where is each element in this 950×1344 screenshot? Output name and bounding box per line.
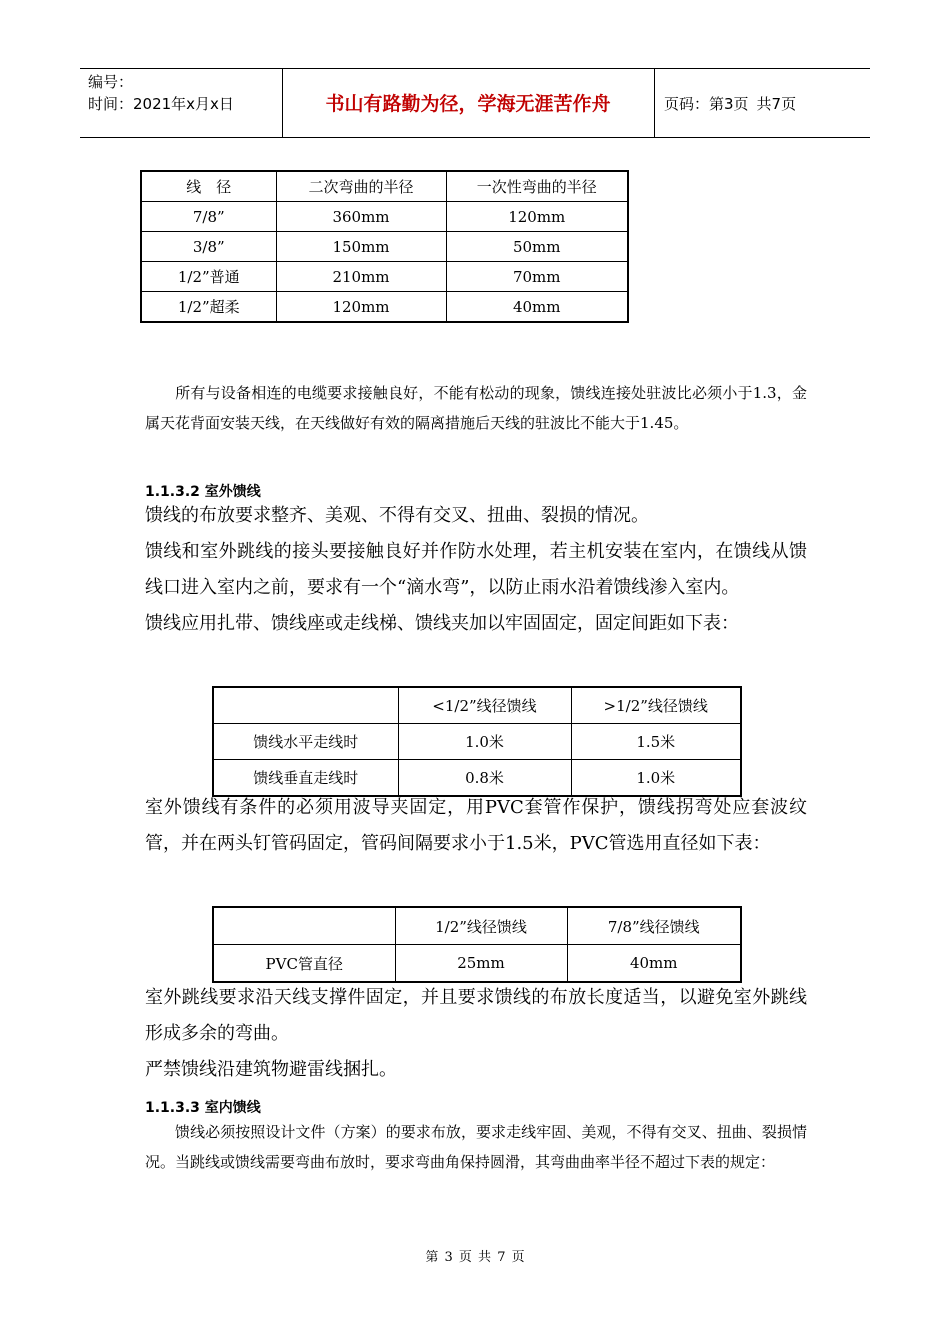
table-cell: 0.8米 bbox=[398, 760, 571, 797]
page-header bbox=[80, 68, 870, 138]
table-header-cell: 线 径 bbox=[141, 171, 276, 202]
paragraph-text: 所有与设备相连的电缆要求接触良好，不能有松动的现象，馈线连接处驻波比必须小于1.3，金属天花背面安装天线，在天线做好有效的隔离措施后天线的驻波比不能大于1.45。 bbox=[145, 384, 807, 432]
page-footer: 第 3 页 共 7 页 bbox=[425, 1250, 525, 1265]
header-motto: 书山有路勤为径，学海无涯苦作舟 bbox=[325, 93, 611, 115]
table-header-row bbox=[213, 687, 741, 724]
total-label: 共7页 bbox=[756, 95, 797, 113]
table-header-cell: <1/2”线径馈线 bbox=[398, 687, 571, 724]
table-cell: 7/8” bbox=[141, 202, 276, 232]
paragraph-text: 严禁馈线沿建筑物避雷线捆扎。 bbox=[145, 1059, 397, 1080]
jumper-paragraphs bbox=[145, 980, 807, 1088]
pvc-paragraph bbox=[145, 790, 807, 862]
table-cell: 360mm bbox=[276, 202, 446, 232]
page-label: 页码：第3页 bbox=[664, 95, 749, 113]
table-cell: 馈线水平走线时 bbox=[213, 724, 398, 760]
paragraph-text: 馈线的布放要求整齐、美观、不得有交叉、扭曲、裂损的情况。 bbox=[145, 505, 649, 526]
fixing-spacing-table bbox=[212, 686, 742, 797]
paragraph-text: 馈线必须按照设计文件（方案）的要求布放，要求走线牢固、美观，不得有交叉、扭曲、裂损情况。当跳线或馈线需要弯曲布放时，要求弯曲角保持圆滑，其弯曲曲率半径不超过下表的规定： bbox=[145, 1123, 807, 1171]
header-divider bbox=[654, 69, 655, 137]
table-cell: 馈线垂直走线时 bbox=[213, 760, 398, 797]
pvc-diameter-table bbox=[212, 906, 742, 983]
table-cell: 40mm bbox=[567, 945, 741, 983]
table-row bbox=[141, 202, 628, 232]
bend-radius-table-top bbox=[140, 170, 629, 323]
indoor-feeder-paragraph bbox=[145, 1117, 807, 1177]
header-meta bbox=[88, 71, 234, 115]
table-cell: 210mm bbox=[276, 262, 446, 292]
table-header-cell: 一次性弯曲的半径 bbox=[446, 171, 628, 202]
section-heading-outdoor-feeder: 1.1.3.2 室外馈线 bbox=[145, 484, 261, 500]
table-row bbox=[213, 724, 741, 760]
header-page-info bbox=[664, 93, 796, 114]
table-header-cell: 7/8”线径馈线 bbox=[567, 907, 741, 945]
table-cell: 1/2”超柔 bbox=[141, 292, 276, 323]
table-row bbox=[141, 232, 628, 262]
table-cell: 120mm bbox=[446, 202, 628, 232]
table-cell: 1/2”普通 bbox=[141, 262, 276, 292]
table-row bbox=[213, 945, 741, 983]
paragraph-text: 馈线和室外跳线的接头要接触良好并作防水处理，若主机安装在室内，在馈线从馈线口进入室内之前，要求有一个“滴水弯”，以防止雨水沿着馈线渗入室内。 bbox=[145, 541, 807, 598]
table-header-cell: 二次弯曲的半径 bbox=[276, 171, 446, 202]
paragraph-text: 室外馈线有条件的必须用波导夹固定，用PVC套管作保护，馈线拐弯处应套波纹管，并在两头钉管码固定，管码间隔要求小于1.5米，PVC管选用直径如下表： bbox=[145, 797, 807, 854]
paragraph-text: 馈线应用扎带、馈线座或走线梯、馈线夹加以牢固固定，固定间距如下表： bbox=[145, 613, 739, 634]
table-row bbox=[141, 262, 628, 292]
table-cell: 150mm bbox=[276, 232, 446, 262]
paragraph-text: 室外跳线要求沿天线支撑件固定，并且要求馈线的布放长度适当，以避免室外跳线形成多余的弯曲。 bbox=[145, 987, 807, 1044]
table-header-cell: 1/2”线径馈线 bbox=[395, 907, 567, 945]
time-label: 时间：2021年x月x日 bbox=[88, 95, 234, 113]
table-row bbox=[141, 292, 628, 323]
table-cell: 3/8” bbox=[141, 232, 276, 262]
table-cell: 1.0米 bbox=[571, 760, 741, 797]
table-cell: 40mm bbox=[446, 292, 628, 323]
table-cell: 1.5米 bbox=[571, 724, 741, 760]
table-header-row bbox=[141, 171, 628, 202]
table-cell: 50mm bbox=[446, 232, 628, 262]
table-cell: 120mm bbox=[276, 292, 446, 323]
outdoor-feeder-paragraphs bbox=[145, 498, 807, 642]
table-cell: 70mm bbox=[446, 262, 628, 292]
table-cell: 1.0米 bbox=[398, 724, 571, 760]
table-header-row bbox=[213, 907, 741, 945]
table-cell: 25mm bbox=[395, 945, 567, 983]
number-label: 编号： bbox=[88, 73, 134, 91]
vswr-paragraph bbox=[145, 378, 807, 438]
table-header-cell bbox=[213, 907, 395, 945]
table-header-cell bbox=[213, 687, 398, 724]
table-cell: PVC管直径 bbox=[213, 945, 395, 983]
section-heading-indoor-feeder: 1.1.3.3 室内馈线 bbox=[145, 1100, 261, 1116]
table-header-cell: >1/2”线径馈线 bbox=[571, 687, 741, 724]
